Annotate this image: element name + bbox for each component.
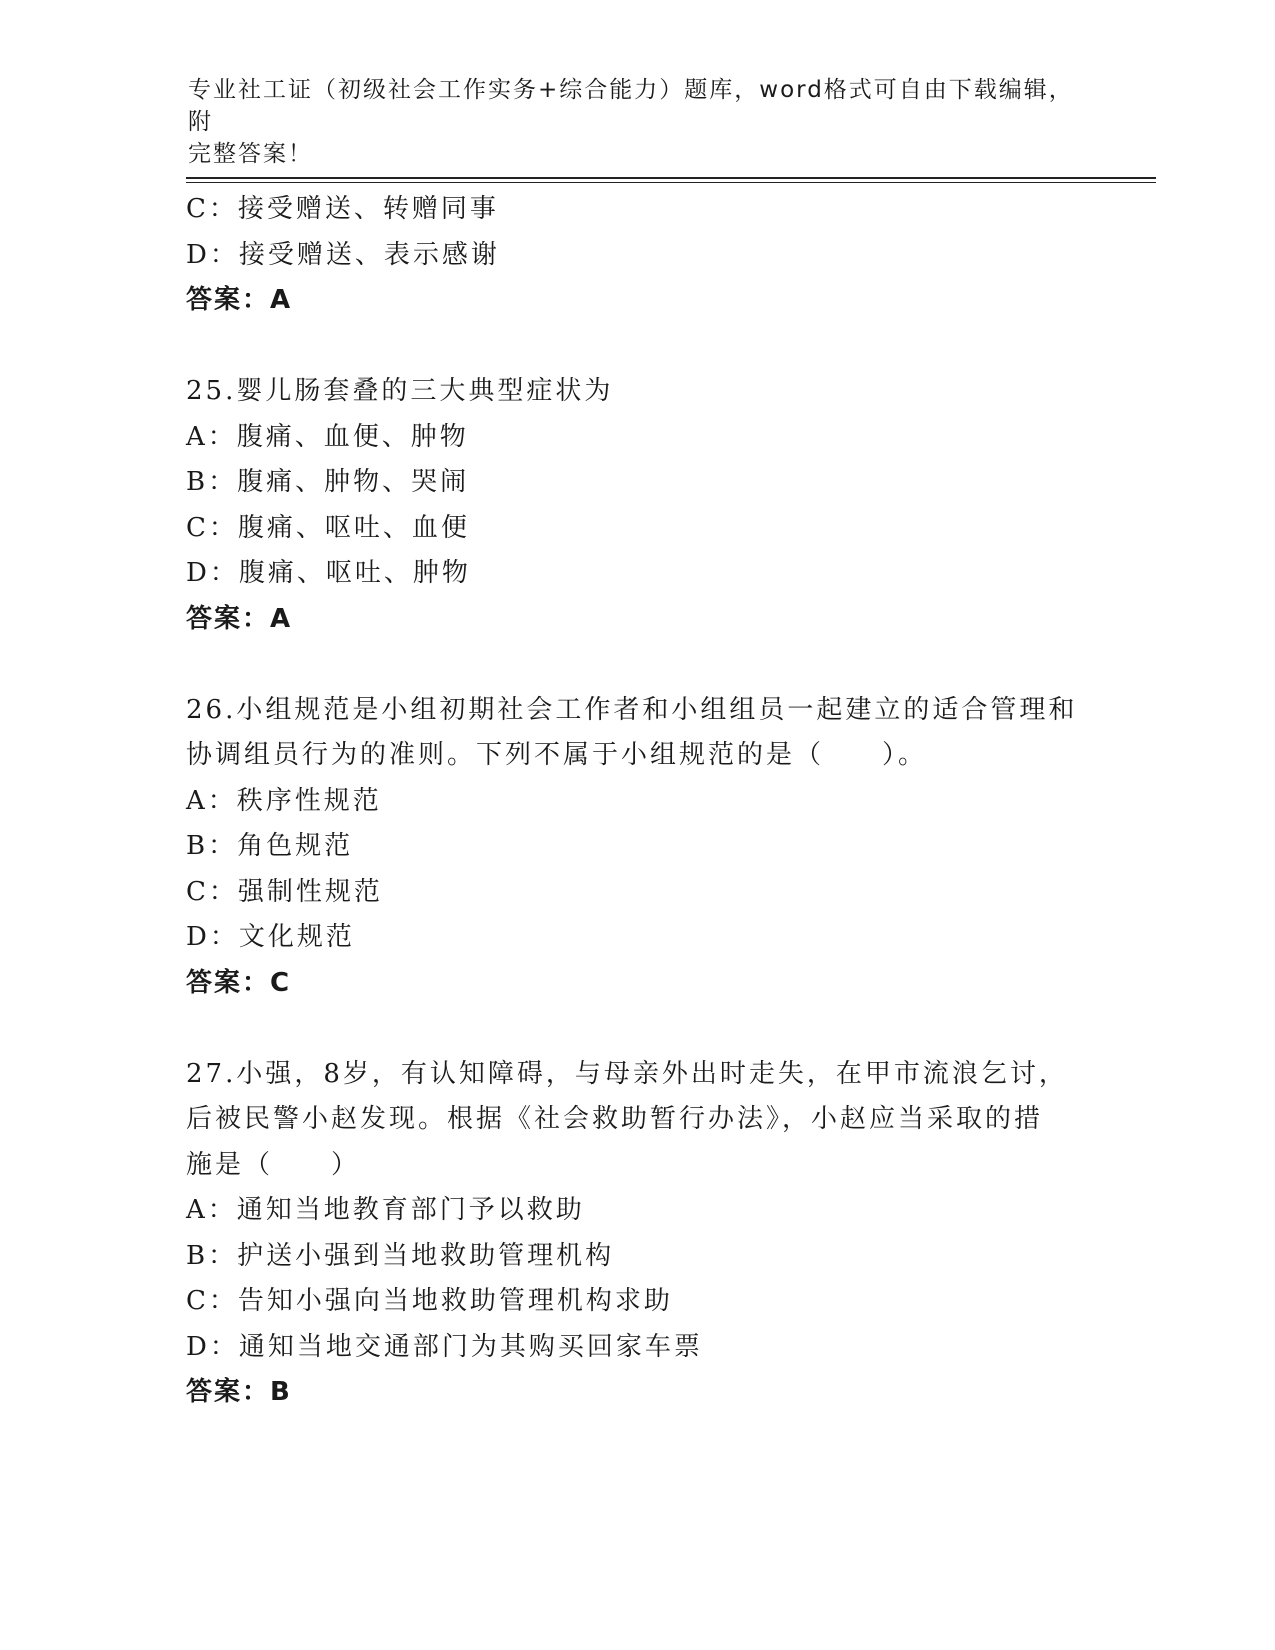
option-c: C：强制性规范: [186, 876, 383, 907]
question-stem-line-2: 协调组员行为的准则。下列不属于小组规范的是（ ）。: [186, 740, 928, 770]
answer-line: 答案：A: [186, 285, 293, 315]
question-list: [186, 187, 1086, 1416]
option-b: B：角色规范: [186, 831, 354, 861]
option-c: C：告知小强向当地救助管理机构求助: [186, 1286, 673, 1316]
question-stem-line-1: 26.小组规范是小组初期社会工作者和小组组员一起建立的适合管理和: [186, 694, 1078, 725]
answer-line: 答案：B: [186, 1377, 292, 1407]
header-title-line-2: 完整答案！: [188, 141, 313, 167]
option-b: B：护送小强到当地救助管理机构: [186, 1240, 615, 1271]
answer-line: 答案：C: [186, 967, 292, 998]
question-stem: 25.婴儿肠套叠的三大典型症状为: [186, 376, 614, 406]
question-24-continued: [186, 187, 1086, 324]
option-d: D：文化规范: [186, 922, 355, 952]
option-d: D：通知当地交通部门为其购买回家车票: [186, 1331, 703, 1362]
question-stem-line-2: 后被民警小赵发现。根据《社会救助暂行办法》，小赵应当采取的措: [186, 1104, 1044, 1134]
option-a: A：通知当地教育部门予以救助: [186, 1195, 585, 1225]
option-b: B：腹痛、肿物、哭闹: [186, 467, 470, 497]
header-title-line-1: 专业社工证（初级社会工作实务+综合能力）题库，word格式可自由下载编辑，附: [188, 77, 1074, 135]
option-c: C：腹痛、呕吐、血便: [186, 512, 470, 543]
header-divider-thin: [186, 182, 1156, 183]
option-a: A：秩序性规范: [186, 785, 382, 816]
option-a: A：腹痛、血便、肿物: [186, 421, 469, 452]
answer-line: 答案：A: [186, 603, 293, 634]
question-27: [186, 1052, 1086, 1416]
header-divider-thick: [186, 177, 1156, 179]
option-d: D：接受赠送、表示感谢: [186, 239, 500, 270]
question-26: [186, 688, 1086, 1007]
option-d: D：腹痛、呕吐、肿物: [186, 558, 471, 588]
question-stem-line-1: 27.小强，8岁，有认知障碍，与母亲外出时走失，在甲市流浪乞讨，: [186, 1058, 1068, 1089]
question-25: [186, 369, 1086, 642]
page-header: [188, 74, 1088, 170]
option-c: C：接受赠送、转赠同事: [186, 194, 499, 224]
question-stem-line-3: 施是（ ）: [186, 1149, 361, 1180]
